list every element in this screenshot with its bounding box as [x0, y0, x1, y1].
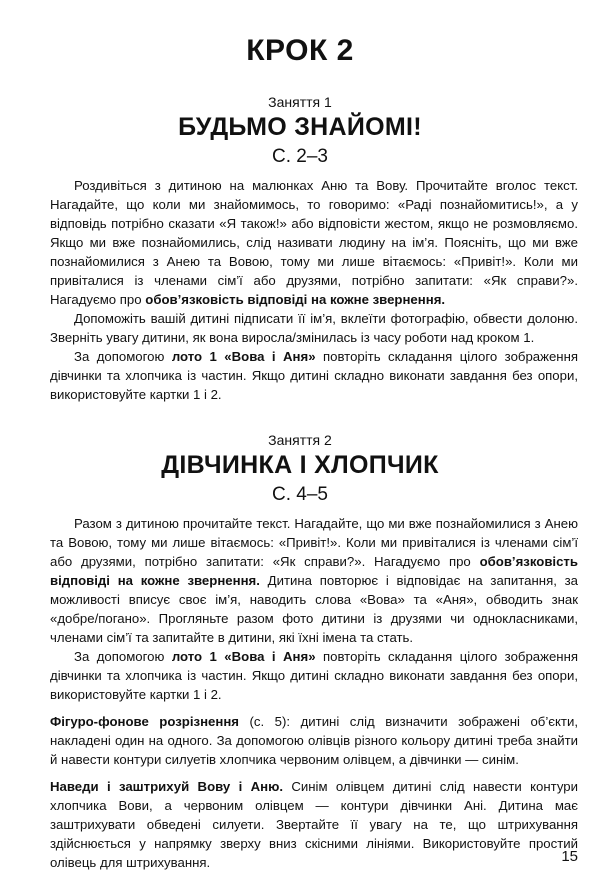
lesson1-title: БУДЬМО ЗНАЙОМІ!: [178, 113, 422, 141]
lesson2-p1-bold: обов’язковість відповіді на кожне звернення.: [50, 554, 578, 588]
lesson2-p3-bold: Фігуро-фонове розрізнення: [50, 714, 239, 729]
lesson2-p4-bold: Наведи і заштрихуй Вову і Аню.: [50, 779, 284, 794]
lesson2-p2-bold: лото 1 «Вова і Аня»: [171, 649, 316, 664]
lesson2-label: Заняття 2: [268, 432, 332, 448]
lesson2-p1-text-c: Дитина повторює і відповідає на запитання, за можливості вписує своє ім’я, наводить слова «Вова» та «Аня», обводить знак «добре/погано». Прогляньте разом фото дитини із друзями чи однокласниками, членами сім’ї та запитайте в дитини, які їхні імена та стать.: [50, 573, 578, 645]
lesson2-paragraph-3: [50, 712, 578, 769]
lesson2-p2-text-a: За допомогою: [74, 649, 172, 664]
lesson2-pages: С. 4–5: [272, 484, 328, 505]
lesson1-p1-text: Роздивіться з дитиною на малюнках Аню та Вову. Прочитайте вголос текст. Нагадайте, що коли ми знайомимось, то говоримо: «Раді познайомитись!», а у відповідь потрібно сказати «Я також!» або відповісти жестом, якщо не розмовляємо. Якщо ми вже познайомились, слід називати людину на ім’я. Поясніть, що ми вже познайомилися з Анею та Вовою, тому ми лише вітаємось: «Привіт!». Коли ми привіталися із членами сім’ї або друзями, потрібно запитати: «Як справи?». Нагадуємо про: [50, 178, 578, 307]
lesson2-p2-text-c: повторіть складання цілого зображення дівчинки та хлопчика із частин. Якщо дитині складно виконати завдання без опори, використовуйте картки 1 і 2.: [50, 649, 578, 702]
page-number: 15: [561, 848, 578, 865]
lesson1-p1-bold: обов’язковість відповіді на кожне звернення.: [145, 292, 446, 307]
lesson1-p3-text-a: За допомогою: [74, 349, 172, 364]
lesson2-paragraph-1: [50, 514, 578, 647]
lesson2-paragraph-2: [50, 647, 578, 704]
lesson1-body: [50, 176, 578, 404]
lesson2-p1-text-a: Разом з дитиною прочитайте текст. Нагадайте, що ми вже познайомилися з Анею та Вовою, тому ми лише вітаємось: «Привіт!». Коли ми привіталися із членами сім’ї або друзями, потрібно запитати: «Як справи?». Нагадуємо про: [50, 516, 578, 569]
lesson1-paragraph-1: [50, 176, 578, 309]
lesson1-p3-text-c: повторіть складання цілого зображення дівчинки та хлопчика із частин. Якщо дитині складно виконати завдання без опори, використовуйте картки 1 і 2.: [50, 349, 578, 402]
lesson2-p3-text: (с. 5): дитині слід визначити зображені об’єкти, накладені один на одного. За допомогою олівців різного кольору дитині треба знайти й навести контури силуетів хлопчика червоним олівцем, а дівчинки — синім.: [50, 714, 579, 767]
lesson2-p4-text: Синім олівцем дитині слід навести контури хлопчика Вови, а червоним олівцем — контури дівчинки Ані. Дитина має заштрихувати обведені силуети. Звертайте її увагу на те, що штрихування здійснюється у напрямку зверху вниз скісними лініями. Використовуйте простий олівець для штрихування.: [50, 779, 579, 870]
lesson1-paragraph-3: [50, 347, 578, 404]
lesson2-paragraph-4: [50, 777, 578, 872]
lesson2-title: ДІВЧИНКА І ХЛОПЧИК: [161, 451, 439, 479]
lesson1-paragraph-2: Допоможіть вашій дитині підписати її ім’я, вклеїти фотографію, обвести долоню. Зверніть увагу дитини, як вона виросла/змінилась із часу роботи над кроком 1.: [50, 311, 578, 345]
lesson1-pages: С. 2–3: [272, 146, 328, 167]
step-title: КРОК 2: [246, 34, 354, 67]
lesson1-label: Заняття 1: [268, 94, 332, 110]
lesson2-body: [50, 514, 578, 872]
lesson1-p3-bold: лото 1 «Вова і Аня»: [171, 349, 316, 364]
